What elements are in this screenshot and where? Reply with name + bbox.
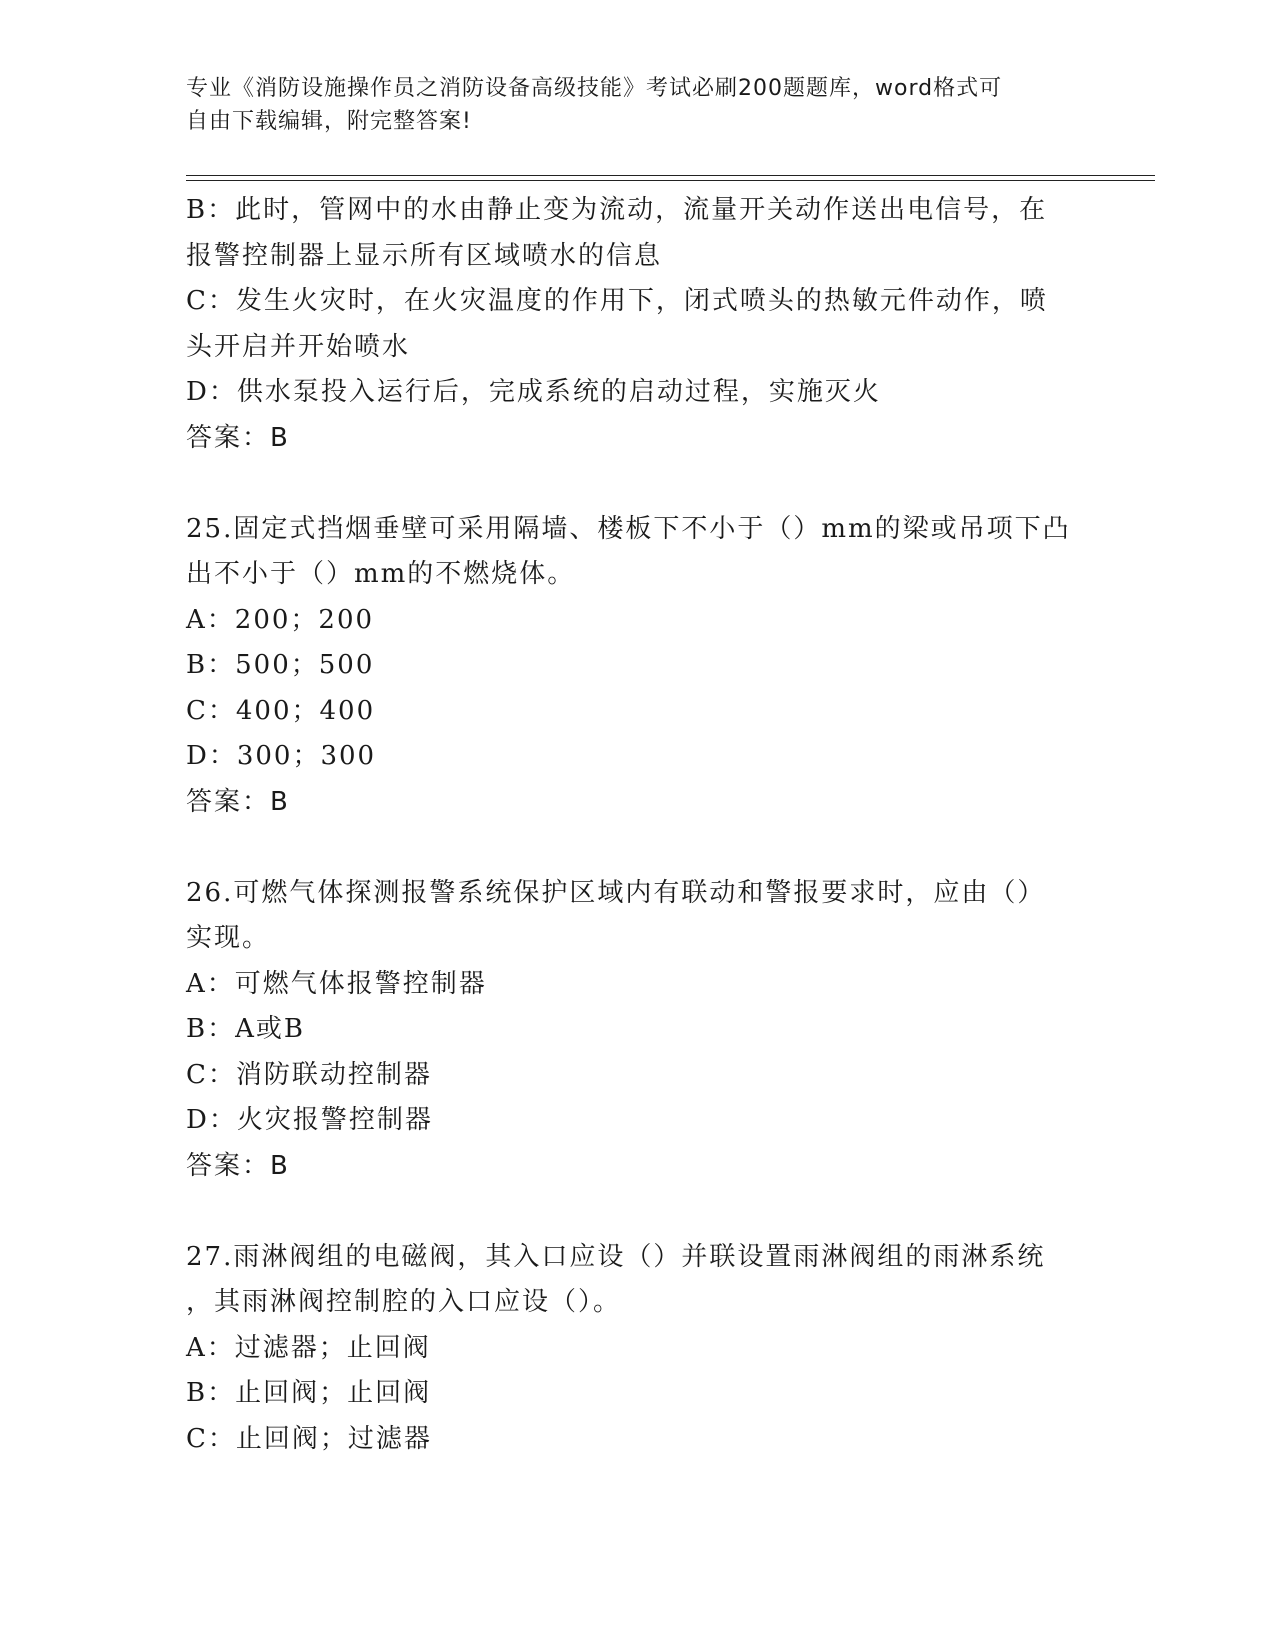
header-line-2: 自由下载编辑，附完整答案! (186, 109, 472, 134)
header-divider (186, 175, 1155, 181)
q25-stem-line-1: 25.固定式挡烟垂壁可采用隔墙、楼板下不小于（）mm的梁或吊项下凸 (186, 513, 1071, 544)
q26-stem-line-2: 实现。 (186, 923, 271, 953)
q27-option-a: A：过滤器；止回阀 (186, 1332, 431, 1363)
q25-option-d: D：300；300 (186, 741, 377, 771)
q24-option-c-line-1: C：发生火灾时，在火灾温度的作用下，闭式喷头的热敏元件动作，喷 (186, 286, 1048, 316)
q25-answer: 答案：B (186, 786, 290, 817)
q24-option-d: D：供水泵投入运行后，完成系统的启动过程，实施灭火 (186, 377, 881, 407)
q25-option-c: C：400；400 (186, 695, 376, 726)
q27-stem-line-2: ，其雨淋阀控制腔的入口应设（）。 (186, 1287, 622, 1317)
q26-answer: 答案：B (186, 1150, 290, 1181)
spacer (186, 825, 1086, 871)
q24-option-b-line-2: 报警控制器上显示所有区域喷水的信息 (186, 240, 663, 271)
document-body (186, 188, 1086, 1462)
q27-option-c: C：止回阀；过滤器 (186, 1423, 432, 1454)
q24-option-c-line-2: 头开启并开始喷水 (186, 331, 411, 362)
q25-option-b: B：500；500 (186, 650, 375, 680)
q25-stem-line-2: 出不小于（）mm的不燃烧体。 (186, 559, 576, 589)
q27-stem-line-1: 27.雨淋阀组的电磁阀，其入口应设（）并联设置雨淋阀组的雨淋系统 (186, 1241, 1046, 1272)
question-25 (186, 507, 1086, 826)
question-26 (186, 871, 1086, 1190)
q26-option-c: C：消防联动控制器 (186, 1059, 432, 1090)
q25-option-a: A：200；200 (186, 604, 375, 635)
q26-stem-line-1: 26.可燃气体探测报警系统保护区域内有联动和警报要求时，应由（） (186, 877, 1046, 908)
spacer (186, 461, 1086, 507)
q24-answer: 答案：B (186, 422, 290, 453)
q26-option-b: B：A或B (186, 1014, 305, 1044)
q26-option-a: A：可燃气体报警控制器 (186, 968, 487, 999)
q24-option-b-line-1: B：此时，管网中的水由静止变为流动，流量开关动作送出电信号，在 (186, 195, 1048, 225)
question-27 (186, 1235, 1086, 1463)
header-line-1: 专业《消防设施操作员之消防设备高级技能》考试必刷200题题库，word格式可 (186, 76, 1003, 101)
q26-option-d: D：火灾报警控制器 (186, 1105, 433, 1135)
page-header (186, 72, 1066, 138)
spacer (186, 1189, 1086, 1235)
q27-option-b: B：止回阀；止回阀 (186, 1378, 432, 1408)
question-24-continued (186, 188, 1086, 461)
